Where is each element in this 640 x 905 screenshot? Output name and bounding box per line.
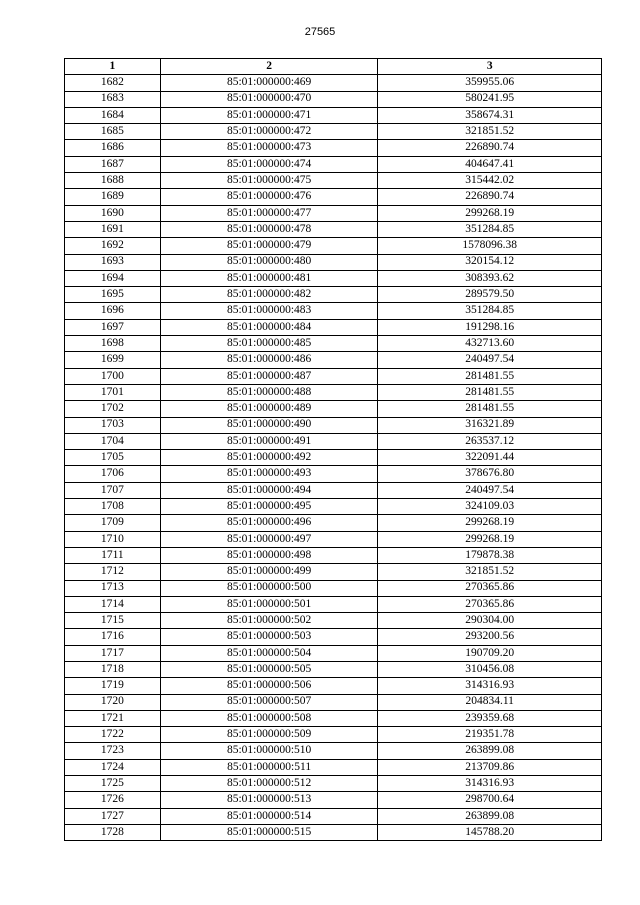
table-row xyxy=(65,824,602,840)
table-row xyxy=(65,596,602,612)
value-cell: 321851.52 xyxy=(378,564,602,580)
row-number-cell: 1696 xyxy=(65,303,161,319)
table-row xyxy=(65,368,602,384)
value-cell: 281481.55 xyxy=(378,384,602,400)
value-cell: 404647.41 xyxy=(378,156,602,172)
value-cell: 270365.86 xyxy=(378,580,602,596)
table-row xyxy=(65,743,602,759)
table-row xyxy=(65,499,602,515)
cadastral-number-cell: 85:01:000000:499 xyxy=(160,564,378,580)
row-number-cell: 1707 xyxy=(65,482,161,498)
cadastral-number-cell: 85:01:000000:481 xyxy=(160,270,378,286)
value-cell: 298700.64 xyxy=(378,792,602,808)
table-body xyxy=(65,75,602,841)
row-number-cell: 1702 xyxy=(65,401,161,417)
value-cell: 359955.06 xyxy=(378,75,602,91)
cadastral-number-cell: 85:01:000000:473 xyxy=(160,140,378,156)
table-row xyxy=(65,384,602,400)
cadastral-number-cell: 85:01:000000:512 xyxy=(160,776,378,792)
value-cell: 145788.20 xyxy=(378,824,602,840)
cadastral-number-cell: 85:01:000000:500 xyxy=(160,580,378,596)
table-row xyxy=(65,629,602,645)
row-number-cell: 1714 xyxy=(65,596,161,612)
value-cell: 314316.93 xyxy=(378,678,602,694)
row-number-cell: 1683 xyxy=(65,91,161,107)
cadastral-number-cell: 85:01:000000:471 xyxy=(160,107,378,123)
cadastral-number-cell: 85:01:000000:482 xyxy=(160,287,378,303)
table-row xyxy=(65,792,602,808)
value-cell: 315442.02 xyxy=(378,173,602,189)
table-row xyxy=(65,336,602,352)
row-number-cell: 1698 xyxy=(65,336,161,352)
row-number-cell: 1725 xyxy=(65,776,161,792)
value-cell: 293200.56 xyxy=(378,629,602,645)
value-cell: 190709.20 xyxy=(378,645,602,661)
cadastral-number-cell: 85:01:000000:497 xyxy=(160,531,378,547)
cadastral-number-cell: 85:01:000000:488 xyxy=(160,384,378,400)
cadastral-number-cell: 85:01:000000:514 xyxy=(160,808,378,824)
table-row xyxy=(65,531,602,547)
row-number-cell: 1713 xyxy=(65,580,161,596)
column-header-1: 1 xyxy=(65,59,161,75)
table-row xyxy=(65,808,602,824)
value-cell: 299268.19 xyxy=(378,515,602,531)
row-number-cell: 1697 xyxy=(65,319,161,335)
value-cell: 378676.80 xyxy=(378,466,602,482)
cadastral-number-cell: 85:01:000000:513 xyxy=(160,792,378,808)
row-number-cell: 1694 xyxy=(65,270,161,286)
value-cell: 289579.50 xyxy=(378,287,602,303)
row-number-cell: 1701 xyxy=(65,384,161,400)
value-cell: 263537.12 xyxy=(378,433,602,449)
cadastral-number-cell: 85:01:000000:480 xyxy=(160,254,378,270)
value-cell: 270365.86 xyxy=(378,596,602,612)
cadastral-number-cell: 85:01:000000:506 xyxy=(160,678,378,694)
cadastral-number-cell: 85:01:000000:501 xyxy=(160,596,378,612)
value-cell: 324109.03 xyxy=(378,499,602,515)
row-number-cell: 1690 xyxy=(65,205,161,221)
cadastral-number-cell: 85:01:000000:483 xyxy=(160,303,378,319)
table-row xyxy=(65,319,602,335)
table-row xyxy=(65,450,602,466)
table-row xyxy=(65,254,602,270)
value-cell: 580241.95 xyxy=(378,91,602,107)
row-number-cell: 1703 xyxy=(65,417,161,433)
table-row xyxy=(65,124,602,140)
cadastral-number-cell: 85:01:000000:492 xyxy=(160,450,378,466)
cadastral-number-cell: 85:01:000000:504 xyxy=(160,645,378,661)
cadastral-number-cell: 85:01:000000:484 xyxy=(160,319,378,335)
row-number-cell: 1726 xyxy=(65,792,161,808)
value-cell: 310456.08 xyxy=(378,661,602,677)
row-number-cell: 1710 xyxy=(65,531,161,547)
value-cell: 179878.38 xyxy=(378,547,602,563)
value-cell: 320154.12 xyxy=(378,254,602,270)
row-number-cell: 1716 xyxy=(65,629,161,645)
row-number-cell: 1709 xyxy=(65,515,161,531)
row-number-cell: 1695 xyxy=(65,287,161,303)
cadastral-number-cell: 85:01:000000:508 xyxy=(160,710,378,726)
value-cell: 263899.08 xyxy=(378,808,602,824)
table-row xyxy=(65,678,602,694)
cadastral-number-cell: 85:01:000000:485 xyxy=(160,336,378,352)
table-row xyxy=(65,727,602,743)
table-row xyxy=(65,173,602,189)
row-number-cell: 1717 xyxy=(65,645,161,661)
cadastral-number-cell: 85:01:000000:498 xyxy=(160,547,378,563)
table-row xyxy=(65,287,602,303)
cadastral-number-cell: 85:01:000000:487 xyxy=(160,368,378,384)
cadastral-number-cell: 85:01:000000:502 xyxy=(160,613,378,629)
value-cell: 191298.16 xyxy=(378,319,602,335)
table-row xyxy=(65,433,602,449)
cadastral-number-cell: 85:01:000000:490 xyxy=(160,417,378,433)
row-number-cell: 1704 xyxy=(65,433,161,449)
value-cell: 351284.85 xyxy=(378,303,602,319)
table-row xyxy=(65,613,602,629)
table-row xyxy=(65,564,602,580)
table-row xyxy=(65,417,602,433)
row-number-cell: 1721 xyxy=(65,710,161,726)
cadastral-number-cell: 85:01:000000:496 xyxy=(160,515,378,531)
row-number-cell: 1724 xyxy=(65,759,161,775)
page-number: 27565 xyxy=(304,26,336,38)
table-row xyxy=(65,482,602,498)
table-row xyxy=(65,189,602,205)
row-number-cell: 1708 xyxy=(65,499,161,515)
table-row xyxy=(65,270,602,286)
value-cell: 351284.85 xyxy=(378,221,602,237)
column-header-3: 3 xyxy=(378,59,602,75)
row-number-cell: 1693 xyxy=(65,254,161,270)
column-header-2: 2 xyxy=(160,59,378,75)
table-row xyxy=(65,759,602,775)
table-row xyxy=(65,140,602,156)
cadastral-number-cell: 85:01:000000:474 xyxy=(160,156,378,172)
row-number-cell: 1699 xyxy=(65,352,161,368)
row-number-cell: 1691 xyxy=(65,221,161,237)
table-row xyxy=(65,515,602,531)
cadastral-number-cell: 85:01:000000:505 xyxy=(160,661,378,677)
value-cell: 226890.74 xyxy=(378,140,602,156)
row-number-cell: 1728 xyxy=(65,824,161,840)
value-cell: 290304.00 xyxy=(378,613,602,629)
cadastral-number-cell: 85:01:000000:507 xyxy=(160,694,378,710)
table-row xyxy=(65,580,602,596)
cadastral-number-cell: 85:01:000000:486 xyxy=(160,352,378,368)
table-row xyxy=(65,352,602,368)
row-number-cell: 1712 xyxy=(65,564,161,580)
table-row xyxy=(65,547,602,563)
row-number-cell: 1719 xyxy=(65,678,161,694)
cadastral-number-cell: 85:01:000000:472 xyxy=(160,124,378,140)
table-row xyxy=(65,645,602,661)
cadastral-number-cell: 85:01:000000:494 xyxy=(160,482,378,498)
table-row xyxy=(65,221,602,237)
value-cell: 281481.55 xyxy=(378,368,602,384)
row-number-cell: 1723 xyxy=(65,743,161,759)
table-row xyxy=(65,661,602,677)
value-cell: 240497.54 xyxy=(378,352,602,368)
value-cell: 226890.74 xyxy=(378,189,602,205)
data-table xyxy=(64,58,602,841)
cadastral-number-cell: 85:01:000000:510 xyxy=(160,743,378,759)
cadastral-number-cell: 85:01:000000:503 xyxy=(160,629,378,645)
table-row xyxy=(65,710,602,726)
value-cell: 314316.93 xyxy=(378,776,602,792)
row-number-cell: 1711 xyxy=(65,547,161,563)
table-row xyxy=(65,205,602,221)
table-row xyxy=(65,91,602,107)
value-cell: 239359.68 xyxy=(378,710,602,726)
row-number-cell: 1720 xyxy=(65,694,161,710)
table-row xyxy=(65,776,602,792)
row-number-cell: 1689 xyxy=(65,189,161,205)
value-cell: 358674.31 xyxy=(378,107,602,123)
row-number-cell: 1682 xyxy=(65,75,161,91)
value-cell: 321851.52 xyxy=(378,124,602,140)
table-row xyxy=(65,75,602,91)
value-cell: 204834.11 xyxy=(378,694,602,710)
row-number-cell: 1688 xyxy=(65,173,161,189)
row-number-cell: 1718 xyxy=(65,661,161,677)
cadastral-number-cell: 85:01:000000:478 xyxy=(160,221,378,237)
value-cell: 281481.55 xyxy=(378,401,602,417)
value-cell: 263899.08 xyxy=(378,743,602,759)
value-cell: 299268.19 xyxy=(378,531,602,547)
cadastral-number-cell: 85:01:000000:479 xyxy=(160,238,378,254)
cadastral-number-cell: 85:01:000000:495 xyxy=(160,499,378,515)
cadastral-number-cell: 85:01:000000:469 xyxy=(160,75,378,91)
cadastral-number-cell: 85:01:000000:477 xyxy=(160,205,378,221)
row-number-cell: 1727 xyxy=(65,808,161,824)
cadastral-number-cell: 85:01:000000:470 xyxy=(160,91,378,107)
row-number-cell: 1715 xyxy=(65,613,161,629)
table-row xyxy=(65,694,602,710)
cadastral-number-cell: 85:01:000000:509 xyxy=(160,727,378,743)
cadastral-number-cell: 85:01:000000:489 xyxy=(160,401,378,417)
value-cell: 219351.78 xyxy=(378,727,602,743)
value-cell: 322091.44 xyxy=(378,450,602,466)
row-number-cell: 1705 xyxy=(65,450,161,466)
row-number-cell: 1684 xyxy=(65,107,161,123)
table-row xyxy=(65,401,602,417)
value-cell: 299268.19 xyxy=(378,205,602,221)
row-number-cell: 1700 xyxy=(65,368,161,384)
row-number-cell: 1687 xyxy=(65,156,161,172)
cadastral-number-cell: 85:01:000000:511 xyxy=(160,759,378,775)
table-header xyxy=(65,59,602,75)
row-number-cell: 1686 xyxy=(65,140,161,156)
row-number-cell: 1692 xyxy=(65,238,161,254)
table-row xyxy=(65,107,602,123)
value-cell: 213709.86 xyxy=(378,759,602,775)
table-row xyxy=(65,466,602,482)
row-number-cell: 1706 xyxy=(65,466,161,482)
value-cell: 316321.89 xyxy=(378,417,602,433)
cadastral-number-cell: 85:01:000000:515 xyxy=(160,824,378,840)
cadastral-number-cell: 85:01:000000:491 xyxy=(160,433,378,449)
table-row xyxy=(65,238,602,254)
value-cell: 1578096.38 xyxy=(378,238,602,254)
table-row xyxy=(65,303,602,319)
cadastral-number-cell: 85:01:000000:493 xyxy=(160,466,378,482)
row-number-cell: 1685 xyxy=(65,124,161,140)
cadastral-number-cell: 85:01:000000:476 xyxy=(160,189,378,205)
row-number-cell: 1722 xyxy=(65,727,161,743)
value-cell: 240497.54 xyxy=(378,482,602,498)
table-row xyxy=(65,156,602,172)
value-cell: 432713.60 xyxy=(378,336,602,352)
cadastral-number-cell: 85:01:000000:475 xyxy=(160,173,378,189)
value-cell: 308393.62 xyxy=(378,270,602,286)
header-row xyxy=(65,59,602,75)
